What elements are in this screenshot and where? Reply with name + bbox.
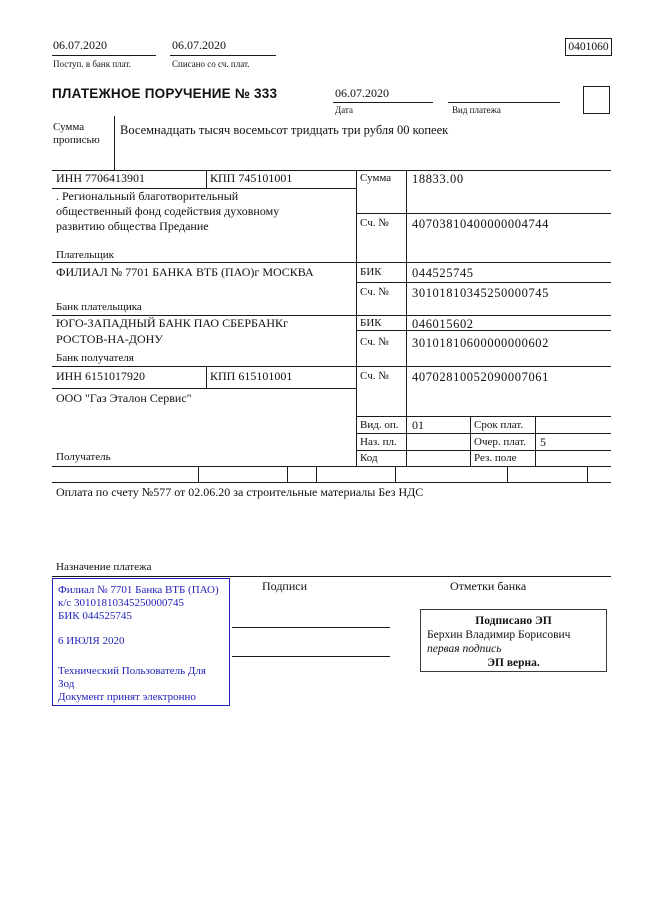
bank-marks-label: Отметки банка [450, 579, 527, 593]
bank-electronic-stamp [52, 578, 230, 706]
payee-section-label: Получатель [56, 451, 111, 463]
op-purpose-code-label: Наз. пл. [360, 436, 397, 448]
payee-account: 40702810052090007061 [412, 370, 549, 384]
payer-name-line: . Региональный благотворительный [56, 189, 239, 203]
payer-bank-section-label: Банк плательщика [56, 301, 142, 313]
signature-line [232, 656, 390, 657]
esign-title: Подписано ЭП [475, 615, 552, 627]
table-border [356, 450, 611, 451]
table-border [587, 466, 588, 482]
table-border [287, 466, 288, 482]
payer-account: 40703810400000004744 [412, 217, 549, 231]
stamp-line: к/с 30101810345250000745 [58, 597, 185, 609]
table-border [406, 170, 407, 466]
underline [333, 102, 433, 103]
stamp-line: Документ принят электронно [58, 691, 196, 703]
op-due-label: Срок плат. [474, 419, 524, 431]
received-date-label: Поступ. в банк плат. [53, 59, 131, 69]
stamp-line: БИК 044525745 [58, 610, 132, 622]
table-border [206, 366, 207, 388]
form-code-box [565, 38, 612, 56]
op-type: 01 [412, 418, 424, 432]
payer-bank-account: 30101810345250000745 [412, 286, 549, 300]
debited-date-label: Списано со сч. плат. [172, 59, 250, 69]
table-border [52, 576, 611, 577]
payer-bank-bik: 044525745 [412, 266, 474, 280]
table-border [356, 213, 611, 214]
table-border [470, 416, 471, 466]
payee-inn: ИНН 6151017920 [56, 369, 145, 383]
debited-date: 06.07.2020 [172, 38, 226, 52]
payer-inn: ИНН 7706413901 [56, 171, 145, 185]
payee-bank-account: 30101810600000000602 [412, 336, 549, 350]
table-border [52, 262, 611, 263]
table-border [52, 482, 611, 483]
amount-words-label-2: прописью [53, 134, 100, 146]
amount-label: Сумма [360, 172, 392, 184]
table-border [114, 116, 115, 170]
underline [52, 55, 156, 56]
op-code-label: Код [360, 452, 378, 464]
stamp-line: Филиал № 7701 Банка ВТБ (ПАО) [58, 584, 219, 596]
payer-bank-name: ФИЛИАЛ № 7701 БАНКА ВТБ (ПАО)г МОСКВА [56, 265, 314, 279]
payment-purpose: Оплата по счету №577 от 02.06.20 за строительные материалы Без НДС [56, 485, 424, 499]
table-border [52, 366, 611, 367]
payer-bank-account-label: Сч. № [360, 286, 389, 298]
payee-bank-account-label: Сч. № [360, 336, 389, 348]
table-border [198, 466, 199, 482]
date-label: Дата [335, 105, 353, 115]
esign-box [420, 609, 607, 672]
table-border [535, 416, 536, 466]
op-priority: 5 [540, 435, 546, 449]
table-border [52, 388, 356, 389]
table-border [356, 282, 611, 283]
underline [448, 102, 560, 103]
received-date: 06.07.2020 [53, 38, 107, 52]
signatures-label: Подписи [262, 579, 308, 593]
table-border [52, 466, 611, 467]
amount-in-words: Восемнадцать тысяч восемьсот тридцать три рубля 00 копеек [120, 123, 449, 137]
table-border [316, 466, 317, 482]
payer-name-line: общественный фонд содействия духовному [56, 204, 280, 218]
payee-name: ООО "Газ Эталон Сервис" [56, 391, 192, 405]
signature-line [232, 627, 390, 628]
payer-section-label: Плательщик [56, 249, 114, 261]
table-border [356, 170, 357, 466]
payee-kpp: КПП 615101001 [210, 369, 293, 383]
stamp-line: Зод [58, 678, 75, 690]
op-priority-label: Очер. плат. [474, 436, 527, 448]
op-type-label: Вид. оп. [360, 419, 399, 431]
esign-status: ЭП верна. [487, 657, 540, 669]
payer-account-label: Сч. № [360, 217, 389, 229]
payer-bank-bik-label: БИК [360, 266, 382, 278]
table-border [356, 433, 611, 434]
table-border [356, 416, 611, 417]
payee-bank-bik-label: БИК [360, 317, 382, 329]
payee-bank-name-line: РОСТОВ-НА-ДОНУ [56, 332, 163, 346]
table-border [206, 170, 207, 188]
payment-type-label: Вид платежа [452, 105, 501, 115]
payment-purpose-label: Назначение платежа [56, 561, 152, 573]
document-title: ПЛАТЕЖНОЕ ПОРУЧЕНИЕ № 333 [52, 86, 278, 101]
stamp-line: 6 ИЮЛЯ 2020 [58, 635, 125, 647]
op-reserve-label: Рез. поле [474, 452, 517, 464]
payee-bank-bik: 046015602 [412, 317, 474, 331]
amount-value: 18833.00 [412, 172, 464, 186]
esign-kind: первая подпись [427, 643, 502, 655]
payer-kpp: КПП 745101001 [210, 171, 293, 185]
table-border [507, 466, 508, 482]
table-border [356, 330, 611, 331]
document-date: 06.07.2020 [335, 86, 389, 100]
payer-name-line: развитию общества Предание [56, 219, 209, 233]
payee-bank-name-line: ЮГО-ЗАПАДНЫЙ БАНК ПАО СБЕРБАНКг [56, 316, 288, 330]
payment-type-box [583, 86, 610, 114]
amount-words-label-1: Сумма [53, 121, 85, 133]
stamp-line: Технический Пользователь Для [58, 665, 206, 677]
underline [170, 55, 276, 56]
payee-account-label: Сч. № [360, 370, 389, 382]
table-border [395, 466, 396, 482]
payee-bank-section-label: Банк получателя [56, 352, 134, 364]
esign-signer: Берхин Владимир Борисович [427, 629, 571, 641]
form-code: 0401060 [568, 41, 609, 53]
